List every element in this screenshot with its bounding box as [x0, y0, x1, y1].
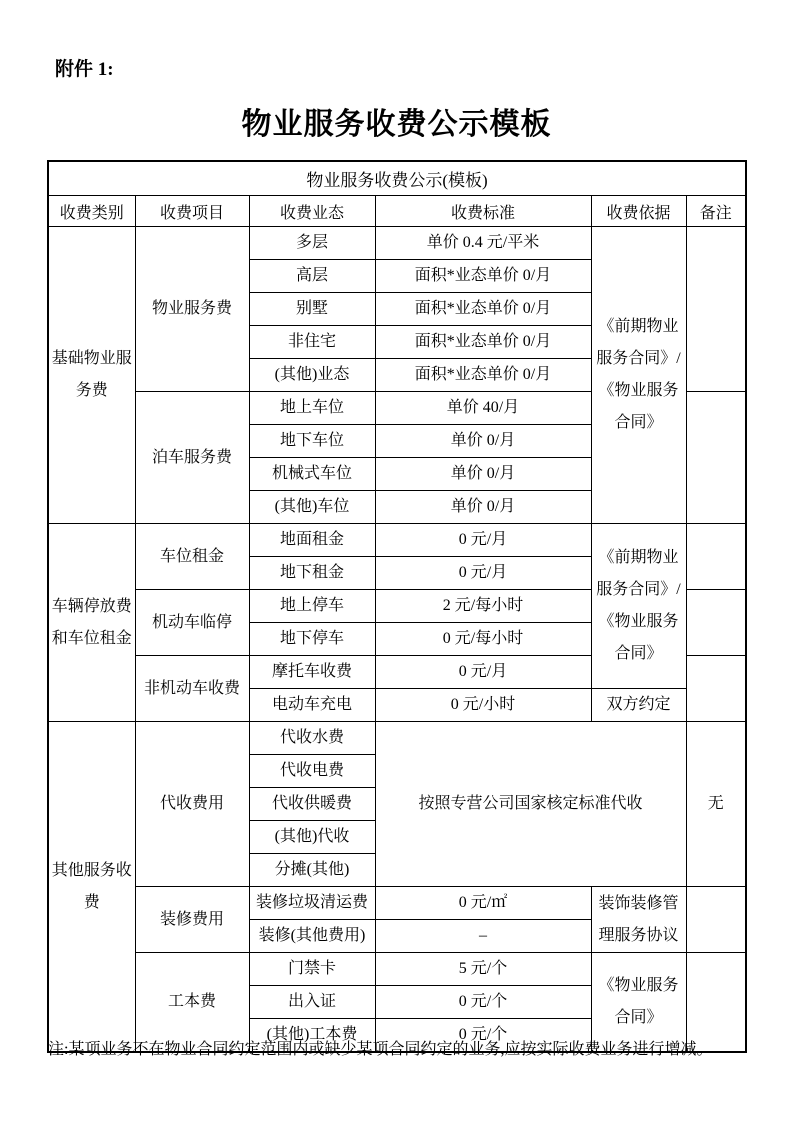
standard-cell: 面积*业态单价 0/月	[375, 359, 591, 392]
standard-cell: 0 元/每小时	[375, 623, 591, 656]
column-header-basis: 收费依据	[591, 196, 686, 227]
project-cell: 泊车服务费	[135, 392, 249, 524]
biztype-cell: 摩托车收费	[249, 656, 375, 689]
standard-cell: 0 元/月	[375, 656, 591, 689]
column-header-project: 收费项目	[135, 196, 249, 227]
biztype-cell: 出入证	[249, 986, 375, 1019]
biztype-cell: 地上车位	[249, 392, 375, 425]
biztype-cell: 地下租金	[249, 557, 375, 590]
standard-cell: 单价 0/月	[375, 491, 591, 524]
table-row	[48, 227, 746, 260]
standard-cell: –	[375, 920, 591, 953]
standard-cell: 单价 40/月	[375, 392, 591, 425]
standard-cell: 2 元/每小时	[375, 590, 591, 623]
column-header-standard: 收费标准	[375, 196, 591, 227]
column-header-category: 收费类别	[48, 196, 135, 227]
project-cell: 车位租金	[135, 524, 249, 590]
table-row	[48, 722, 746, 755]
biztype-cell: 装修垃圾清运费	[249, 887, 375, 920]
category-cell: 车辆停放费和车位租金	[48, 524, 135, 722]
project-cell: 代收费用	[135, 722, 249, 887]
table-row	[48, 953, 746, 986]
table-row	[48, 524, 746, 557]
project-cell: 装修费用	[135, 887, 249, 953]
standard-cell: 0 元/个	[375, 986, 591, 1019]
standard-basis-merged-cell: 按照专营公司国家核定标准代收	[375, 722, 686, 887]
biztype-cell: 电动车充电	[249, 689, 375, 722]
table-caption-row	[48, 161, 746, 196]
biztype-cell: 分摊(其他)	[249, 854, 375, 887]
basis-cell: 装饰装修管理服务协议	[591, 887, 686, 953]
biztype-cell: 非住宅	[249, 326, 375, 359]
biztype-cell: 地下停车	[249, 623, 375, 656]
biztype-cell: (其他)工本费	[249, 1019, 375, 1053]
standard-cell: 单价 0/月	[375, 458, 591, 491]
remark-cell-empty	[686, 887, 746, 953]
project-cell: 工本费	[135, 953, 249, 1053]
standard-cell: 0 元/㎡	[375, 887, 591, 920]
biztype-cell: (其他)代收	[249, 821, 375, 854]
biztype-cell: 代收电费	[249, 755, 375, 788]
biztype-cell: 地上停车	[249, 590, 375, 623]
remark-cell-empty	[686, 656, 746, 722]
biztype-cell: 代收供暖费	[249, 788, 375, 821]
standard-cell: 0 元/月	[375, 557, 591, 590]
biztype-cell: 机械式车位	[249, 458, 375, 491]
page-title: 物业服务收费公示模板	[241, 108, 552, 141]
project-cell: 非机动车收费	[135, 656, 249, 722]
table-caption: 物业服务收费公示(模板)	[48, 161, 746, 196]
biztype-cell: 别墅	[249, 293, 375, 326]
column-header-remark: 备注	[686, 196, 746, 227]
standard-cell: 面积*业态单价 0/月	[375, 293, 591, 326]
category-cell: 其他服务收费	[48, 722, 135, 1053]
basis-cell: 《前期物业服务合同》/《物业服务合同》	[591, 227, 686, 524]
biztype-cell: 地下车位	[249, 425, 375, 458]
standard-cell: 0 元/月	[375, 524, 591, 557]
attachment-label: 附件 1:	[55, 59, 114, 80]
biztype-cell: 代收水费	[249, 722, 375, 755]
biztype-cell: (其他)业态	[249, 359, 375, 392]
remark-cell: 无	[686, 722, 746, 887]
footnote: 注:某项业务不在物业合同约定范围内或缺少某项合同约定的业务,应按实际收费业务进行增减。	[48, 1041, 713, 1058]
standard-cell: 0 元/小时	[375, 689, 591, 722]
fee-table	[47, 160, 747, 1053]
basis-cell: 《前期物业服务合同》/《物业服务合同》	[591, 524, 686, 689]
column-header-biztype: 收费业态	[249, 196, 375, 227]
project-cell: 机动车临停	[135, 590, 249, 656]
remark-cell-empty	[686, 953, 746, 1053]
standard-cell: 5 元/个	[375, 953, 591, 986]
table-header-row	[48, 196, 746, 227]
biztype-cell: 多层	[249, 227, 375, 260]
biztype-cell: (其他)车位	[249, 491, 375, 524]
remark-cell-empty	[686, 227, 746, 392]
biztype-cell: 地面租金	[249, 524, 375, 557]
standard-cell: 面积*业态单价 0/月	[375, 326, 591, 359]
remark-cell-empty	[686, 392, 746, 524]
biztype-cell: 装修(其他费用)	[249, 920, 375, 953]
basis-cell: 《物业服务合同》	[591, 953, 686, 1053]
standard-cell: 面积*业态单价 0/月	[375, 260, 591, 293]
table-row	[48, 887, 746, 920]
standard-cell: 单价 0.4 元/平米	[375, 227, 591, 260]
remark-cell-empty	[686, 524, 746, 590]
remark-cell-empty	[686, 590, 746, 656]
biztype-cell: 门禁卡	[249, 953, 375, 986]
basis-cell: 双方约定	[591, 689, 686, 722]
category-cell: 基础物业服务费	[48, 227, 135, 524]
project-cell: 物业服务费	[135, 227, 249, 392]
standard-cell: 单价 0/月	[375, 425, 591, 458]
standard-cell: 0 元/个	[375, 1019, 591, 1053]
biztype-cell: 高层	[249, 260, 375, 293]
